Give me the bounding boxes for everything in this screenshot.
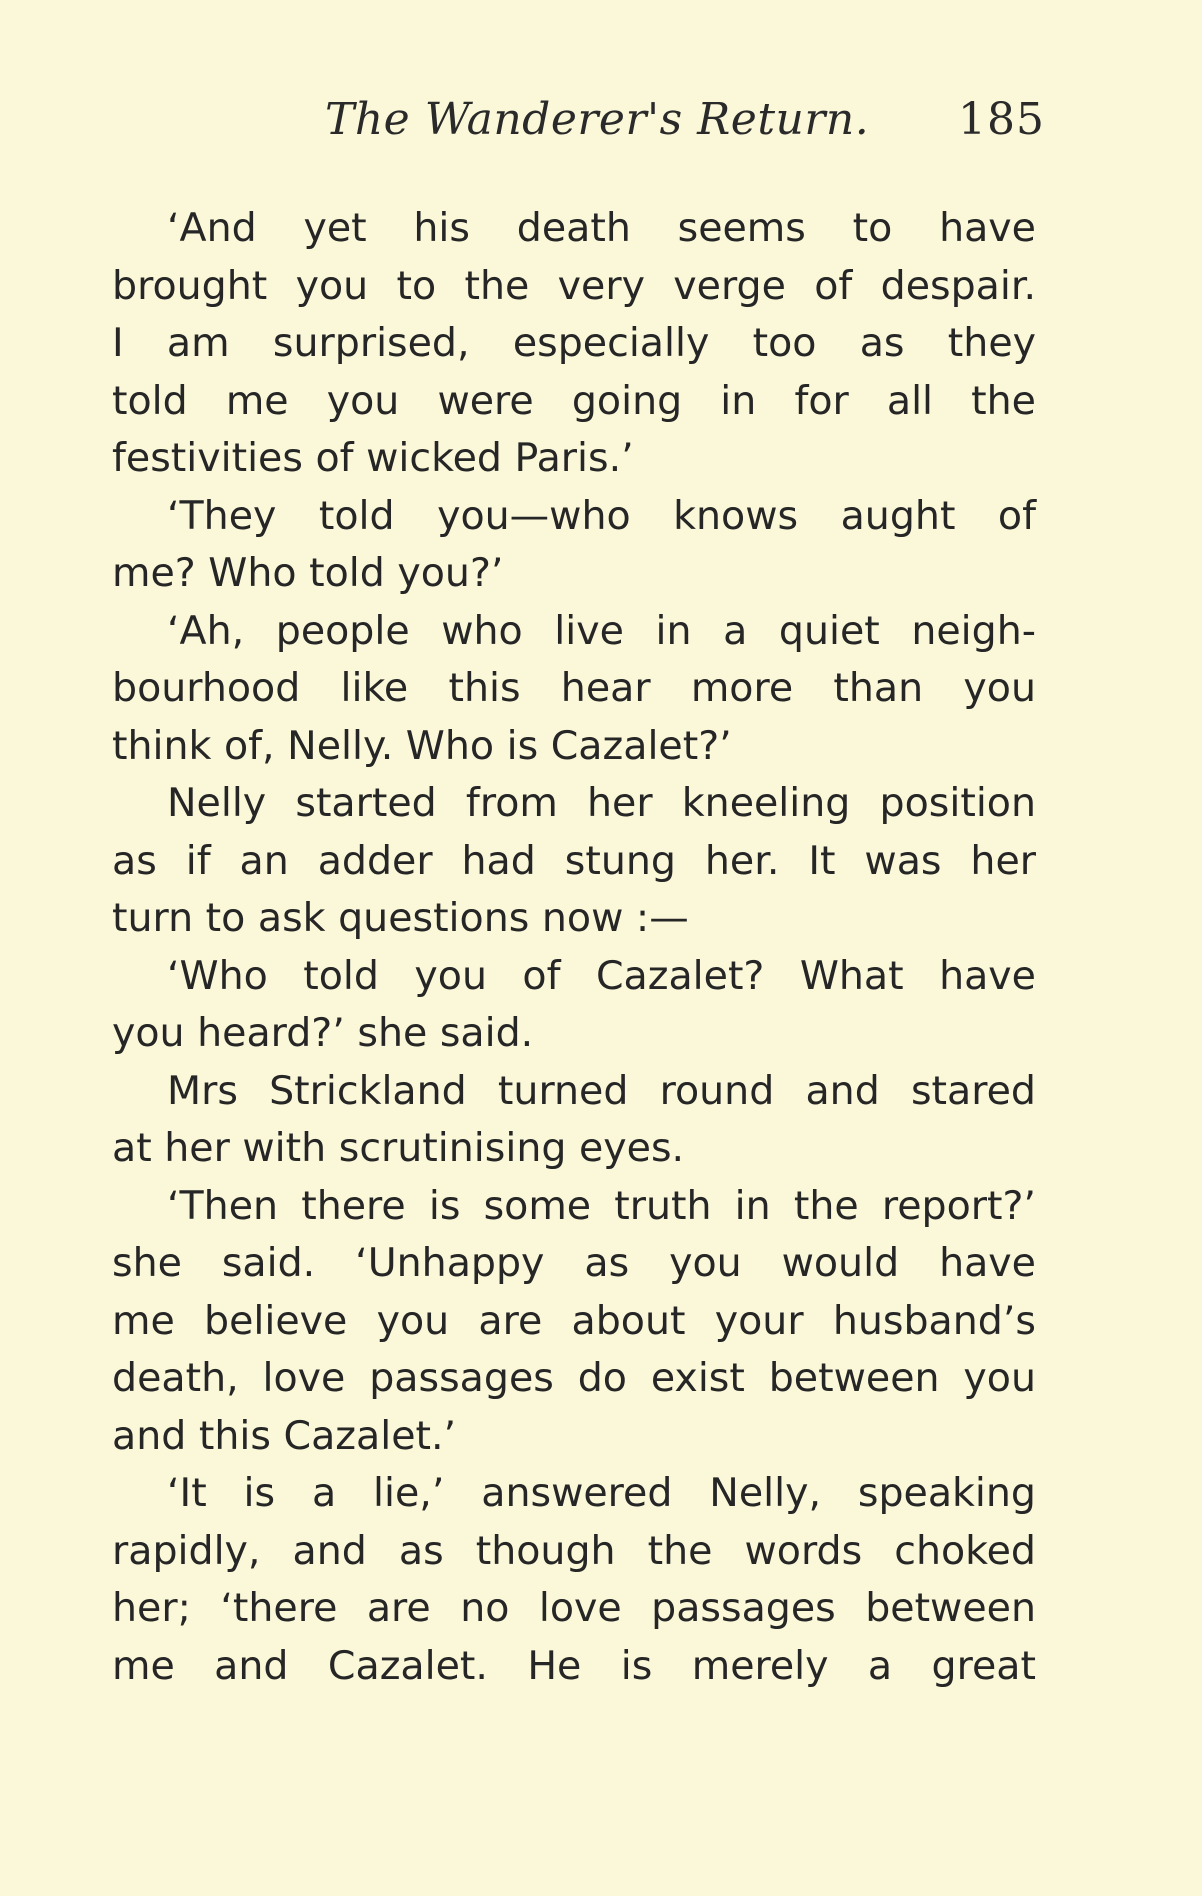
text-line: bourhood like this hear more than you xyxy=(112,665,1036,711)
text-line: you heard?’ she said. xyxy=(112,1010,534,1056)
text-line: Nelly started from her kneeling position xyxy=(167,780,1036,826)
text-line: ‘And yet his death seems to have xyxy=(167,205,1036,251)
text-line: ‘Ah, people who live in a quiet neigh- xyxy=(167,607,1036,654)
text-line: as if an adder had stung her. It was her xyxy=(112,837,1036,884)
text-line: turn to ask questions now :— xyxy=(112,895,689,941)
text-line: Mrs Strickland turned round and stared xyxy=(167,1067,1036,1114)
text-line: she said. ‘Unhappy as you would have xyxy=(112,1240,1036,1286)
text-line: me and Cazalet. He is merely a great xyxy=(112,1642,1036,1689)
text-line: at her with scrutinising eyes. xyxy=(112,1125,685,1171)
text-line: death, love passages do exist between you xyxy=(112,1355,1036,1401)
body-text xyxy=(112,200,1036,1695)
page-number: 185 xyxy=(958,94,1045,145)
text-line: ‘They told you—who knows aught of xyxy=(167,492,1036,539)
running-head xyxy=(325,94,1045,154)
text-line: her; ‘there are no love passages between xyxy=(112,1585,1036,1631)
text-line: told me you were going in for all the xyxy=(112,377,1036,424)
text-line: ‘It is a lie,’ answered Nelly, speaking xyxy=(167,1470,1036,1516)
text-line: ‘Then there is some truth in the report?’ xyxy=(167,1182,1036,1229)
text-line: ‘Who told you of Cazalet? What have xyxy=(167,952,1036,999)
text-line: me? Who told you?’ xyxy=(112,550,504,596)
text-line: brought you to the very verge of despair. xyxy=(112,262,1036,309)
text-line: rapidly, and as though the words choked xyxy=(112,1527,1036,1574)
text-line: I am surprised, especially too as they xyxy=(112,320,1036,366)
text-line: festivities of wicked Paris.’ xyxy=(112,435,634,481)
text-line: me believe you are about your husband’s xyxy=(112,1297,1036,1344)
text-line: think of, Nelly. Who is Cazalet?’ xyxy=(112,722,732,769)
text-line: and this Cazalet.’ xyxy=(112,1412,457,1459)
running-title: The Wanderer's Return. xyxy=(325,94,870,145)
